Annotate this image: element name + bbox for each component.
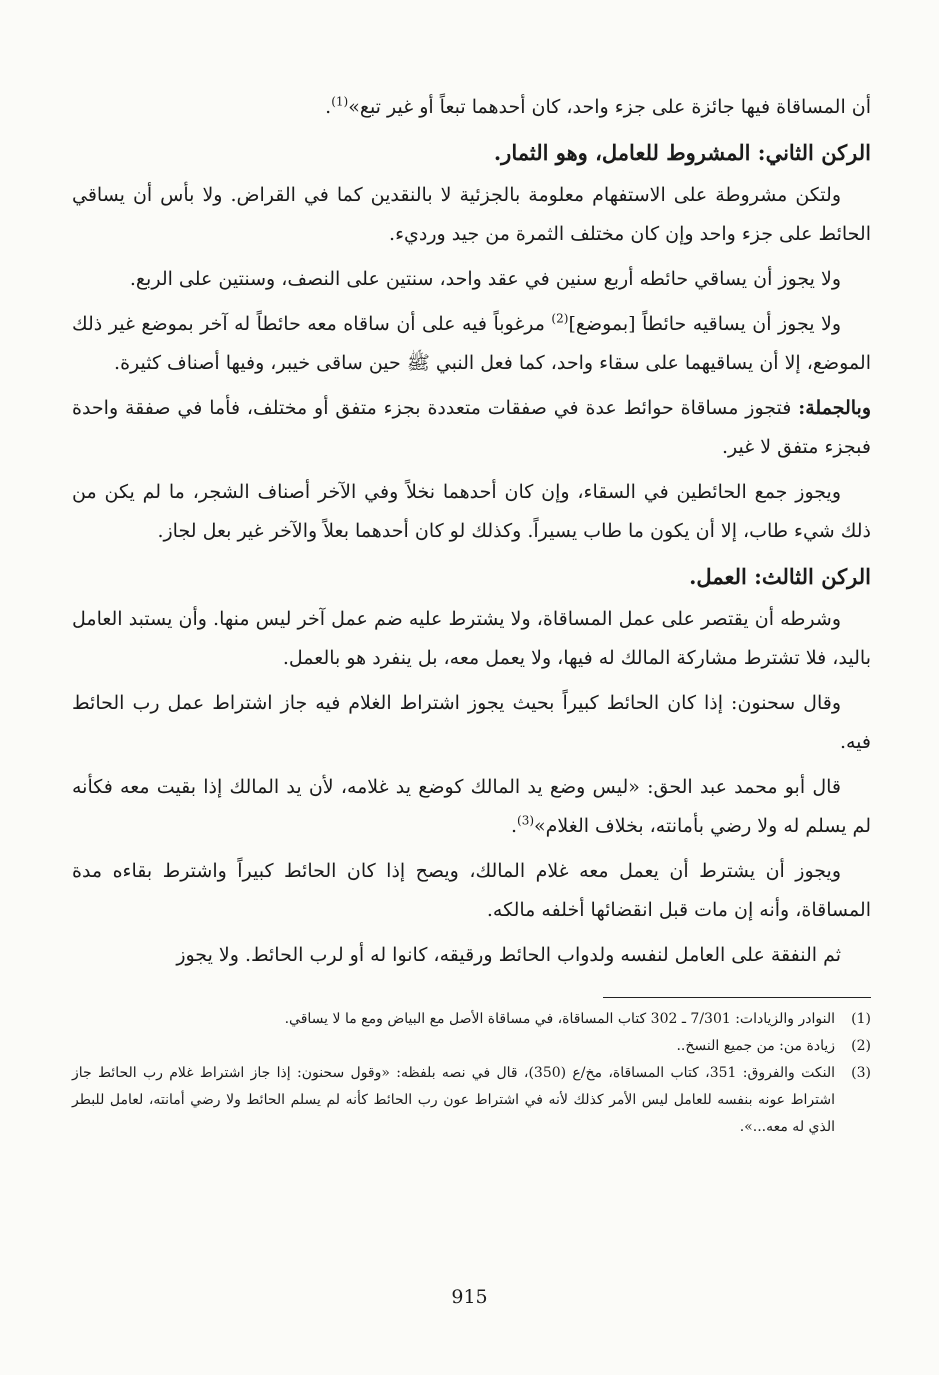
body-paragraph xyxy=(72,260,871,299)
body-paragraph xyxy=(72,684,871,762)
body-paragraph xyxy=(72,305,871,383)
section-heading xyxy=(72,557,871,596)
body-paragraph xyxy=(72,88,871,127)
footnote-reference[interactable]: (2) xyxy=(551,311,569,326)
footnote-reference[interactable]: (3) xyxy=(517,813,535,828)
paragraph-lead: وبالجملة: xyxy=(798,397,871,419)
main-text xyxy=(72,88,871,975)
footnote xyxy=(72,1060,871,1141)
footnote-separator xyxy=(603,997,871,998)
body-paragraph xyxy=(72,852,871,930)
footnote-number: (2) xyxy=(851,1038,871,1054)
footnote-number: (3) xyxy=(851,1065,871,1081)
footnote-reference[interactable]: (1) xyxy=(331,94,349,109)
paragraph-text: وشرطه أن يقتصر على عمل المساقاة، ولا يشترط عليه ضم عمل آخر ليس منها. وأن يستبد العامل باليد، فلا تشترط مشاركة المالك له فيها، ولا يعمل معه، بل ينفرد هو بالعمل. xyxy=(72,608,871,669)
body-paragraph xyxy=(72,473,871,551)
body-paragraph xyxy=(72,176,871,254)
paragraph-text: الركن الثاني: المشروط للعامل، وهو الثمار. xyxy=(493,140,871,165)
paragraph-text-tail: . xyxy=(325,96,332,118)
footnote-text: زيادة من: من جميع النسخ.. xyxy=(676,1038,835,1054)
footnote-text: النوادر والزيادات: 7/301 ـ 302 كتاب المساقاة، في مساقاة الأصل مع البياض ومع ما لا يساقي. xyxy=(284,1011,835,1027)
paragraph-text: ويجوز جمع الحائطين في السقاء، وإن كان أحدهما نخلاً وفي الآخر أصناف الشجر، ما لم يكن من ذلك شيء طاب، إلا أن يكون ما طاب يسيراً. وكذلك لو كان أحدهما بعلاً والآخر غير بعل لجاز. xyxy=(72,481,871,542)
footnote xyxy=(72,1033,871,1060)
body-paragraph xyxy=(72,600,871,678)
paragraph-text: ويجوز أن يشترط أن يعمل معه غلام المالك، ويصح إذا كان الحائط كبيراً واشترط بقاءه مدة المساقاة، وأنه إن مات قبل انقضائها أخلفه مالكه. xyxy=(72,860,871,921)
footnotes xyxy=(72,1006,871,1141)
paragraph-text: قال أبو محمد عبد الحق: «ليس وضع يد المالك كوضع يد غلامه، لأن يد المالك إذا بقيت معه فكأنه لم يسلم له ولا رضي بأمانته، بخلاف الغلام» xyxy=(72,776,871,837)
footnote-text: النكت والفروق: 351، كتاب المساقاة، مخ/ع (350)، قال في نصه بلفظه: «وقول سحنون: إذا جاز اشتراط غلام رب الحائط جاز اشتراط عونه بنفسه للعامل ليس الأمر كذلك لأنه في اشتراط عون رب الحائط كأنه لم يسلم الحائط ولا رضي أمانته، لعامل للبطر الذي له معه...». xyxy=(72,1065,835,1135)
paragraph-text-tail: . xyxy=(510,815,518,837)
page-number: 915 xyxy=(451,1286,488,1308)
paragraph-text-tail: مرغوباً فيه على أن ساقاه معه حائطاً له آخر بموضع غير ذلك الموضع، إلا أن يساقيهما على سقاء واحد، كما فعل النبي ﷺ حين ساقى خيبر، وفيها أصناف كثيرة. xyxy=(72,313,871,374)
paragraph-text: فتجوز مساقاة حوائط عدة في صفقات متعددة بجزء متفق أو مختلف، فأما في صفقة واحدة فبجزء متفق لا غير. xyxy=(72,397,871,458)
paragraph-text: ثم النفقة على العامل لنفسه ولدواب الحائط ورقيقه، كانوا له أو لرب الحائط. ولا يجوز xyxy=(176,944,841,966)
paragraph-text: أن المساقاة فيها جائزة على جزء واحد، كان أحدهما تبعاً أو غير تبع» xyxy=(348,96,871,118)
footnote xyxy=(72,1006,871,1033)
paragraph-text: ولا يجوز أن يساقي حائطه أربع سنين في عقد واحد، سنتين على النصف، وسنتين على الربع. xyxy=(129,268,841,290)
body-paragraph xyxy=(72,936,871,975)
footnote-number: (1) xyxy=(851,1011,871,1027)
paragraph-text: الركن الثالث: العمل. xyxy=(689,564,871,589)
paragraph-text: ولتكن مشروطة على الاستفهام معلومة بالجزئية لا بالنقدين كما في القراض. ولا بأس أن يساقي الحائط على جزء واحد وإن كان مختلف الثمرة من جيد ورديء. xyxy=(72,184,871,245)
paragraph-text: ولا يجوز أن يساقيه حائطاً [بموضع] xyxy=(568,313,841,335)
paragraph-text: وقال سحنون: إذا كان الحائط كبيراً بحيث يجوز اشتراط الغلام فيه جاز اشتراط عمل رب الحائط فيه. xyxy=(72,692,871,753)
section-heading xyxy=(72,133,871,172)
body-paragraph xyxy=(72,768,871,846)
body-paragraph xyxy=(72,389,871,467)
